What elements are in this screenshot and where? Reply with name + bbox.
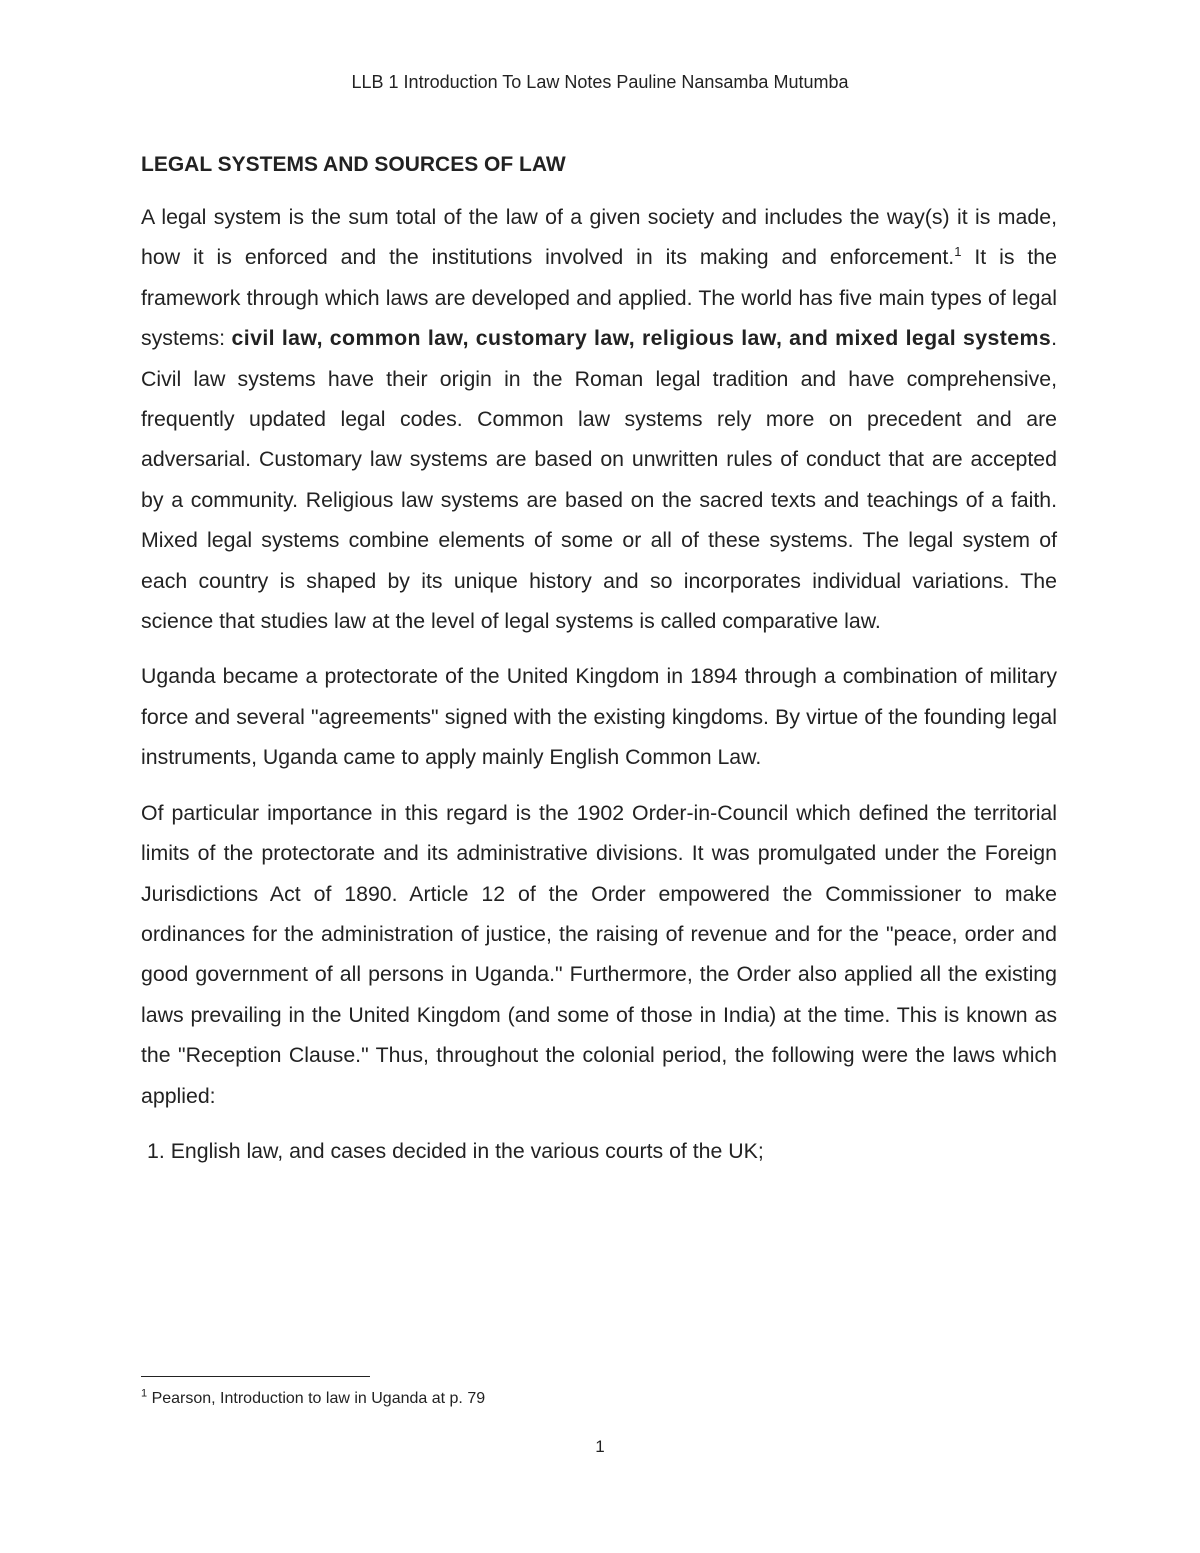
bold-legal-system-types: civil law, common law, customary law, religious law, and mixed legal systems (231, 326, 1052, 351)
page-number: 1 (595, 1437, 605, 1456)
footnote (141, 1387, 486, 1408)
paragraph-legal-systems (141, 197, 1057, 641)
footnote-marker: 1 (141, 1387, 148, 1400)
paragraph-text: It is the framework through which laws are developed and applied. The world has five main types of legal systems: (141, 245, 1057, 351)
list-item-text: English law, and cases decided in the various courts of the UK; (170, 1138, 764, 1163)
footnote-separator (141, 1376, 370, 1377)
body-content (141, 147, 1057, 1171)
paragraph-order-in-council: Of particular importance in this regard is the 1902 Order-in-Council which defined the territorial limits of the protectorate and its administrative divisions. It was promulgated under the Foreign Jurisdictions Act of 1890. Article 12 of the Order empowered the Commissioner to make ordinances for the administration of justice, the raising of revenue and for the "peace, order and good government of all persons in Uganda." Furthermore, the Order also applied all the existing laws prevailing in the United Kingdom (and some of those in India) at the time. This is known as the "Reception Clause." Thus, throughout the colonial period, the following were the laws which applied: (141, 800, 1057, 1108)
running-header: LLB 1 Introduction To Law Notes Pauline Nansamba Mutumba (351, 72, 849, 92)
footnote-reference[interactable]: 1 (954, 244, 962, 260)
section-heading: LEGAL SYSTEMS AND SOURCES OF LAW (141, 153, 566, 176)
footnote-text: Pearson, Introduction to law in Uganda at p. 79 (147, 1390, 486, 1407)
list-item-number: 1. (147, 1138, 165, 1163)
laws-list (141, 1131, 1057, 1171)
list-item (141, 1131, 1057, 1171)
paragraph-uganda-protectorate: Uganda became a protectorate of the United Kingdom in 1894 through a combination of military force and several "agreements" signed with the existing kingdoms. By virtue of the founding legal instruments, Uganda came to apply mainly English Common Law. (141, 664, 1057, 770)
paragraph-text: . Civil law systems have their origin in the Roman legal tradition and have comprehensive, frequently updated legal codes. Common law systems rely more on precedent and are adversarial. Customary law systems are based on unwritten rules of conduct that are accepted by a community. Religious law systems are based on the sacred texts and teachings of a faith. Mixed legal systems combine elements of some or all of these systems. The legal system of each country is shaped by its unique history and so incorporates individual variations. The science that studies law at the level of legal systems is called comparative law. (141, 326, 1057, 634)
paragraph-text: A legal system is the sum total of the law of a given society and includes the way(s) it is made, how it is enforced and the institutions involved in its making and enforcement. (141, 205, 1057, 270)
